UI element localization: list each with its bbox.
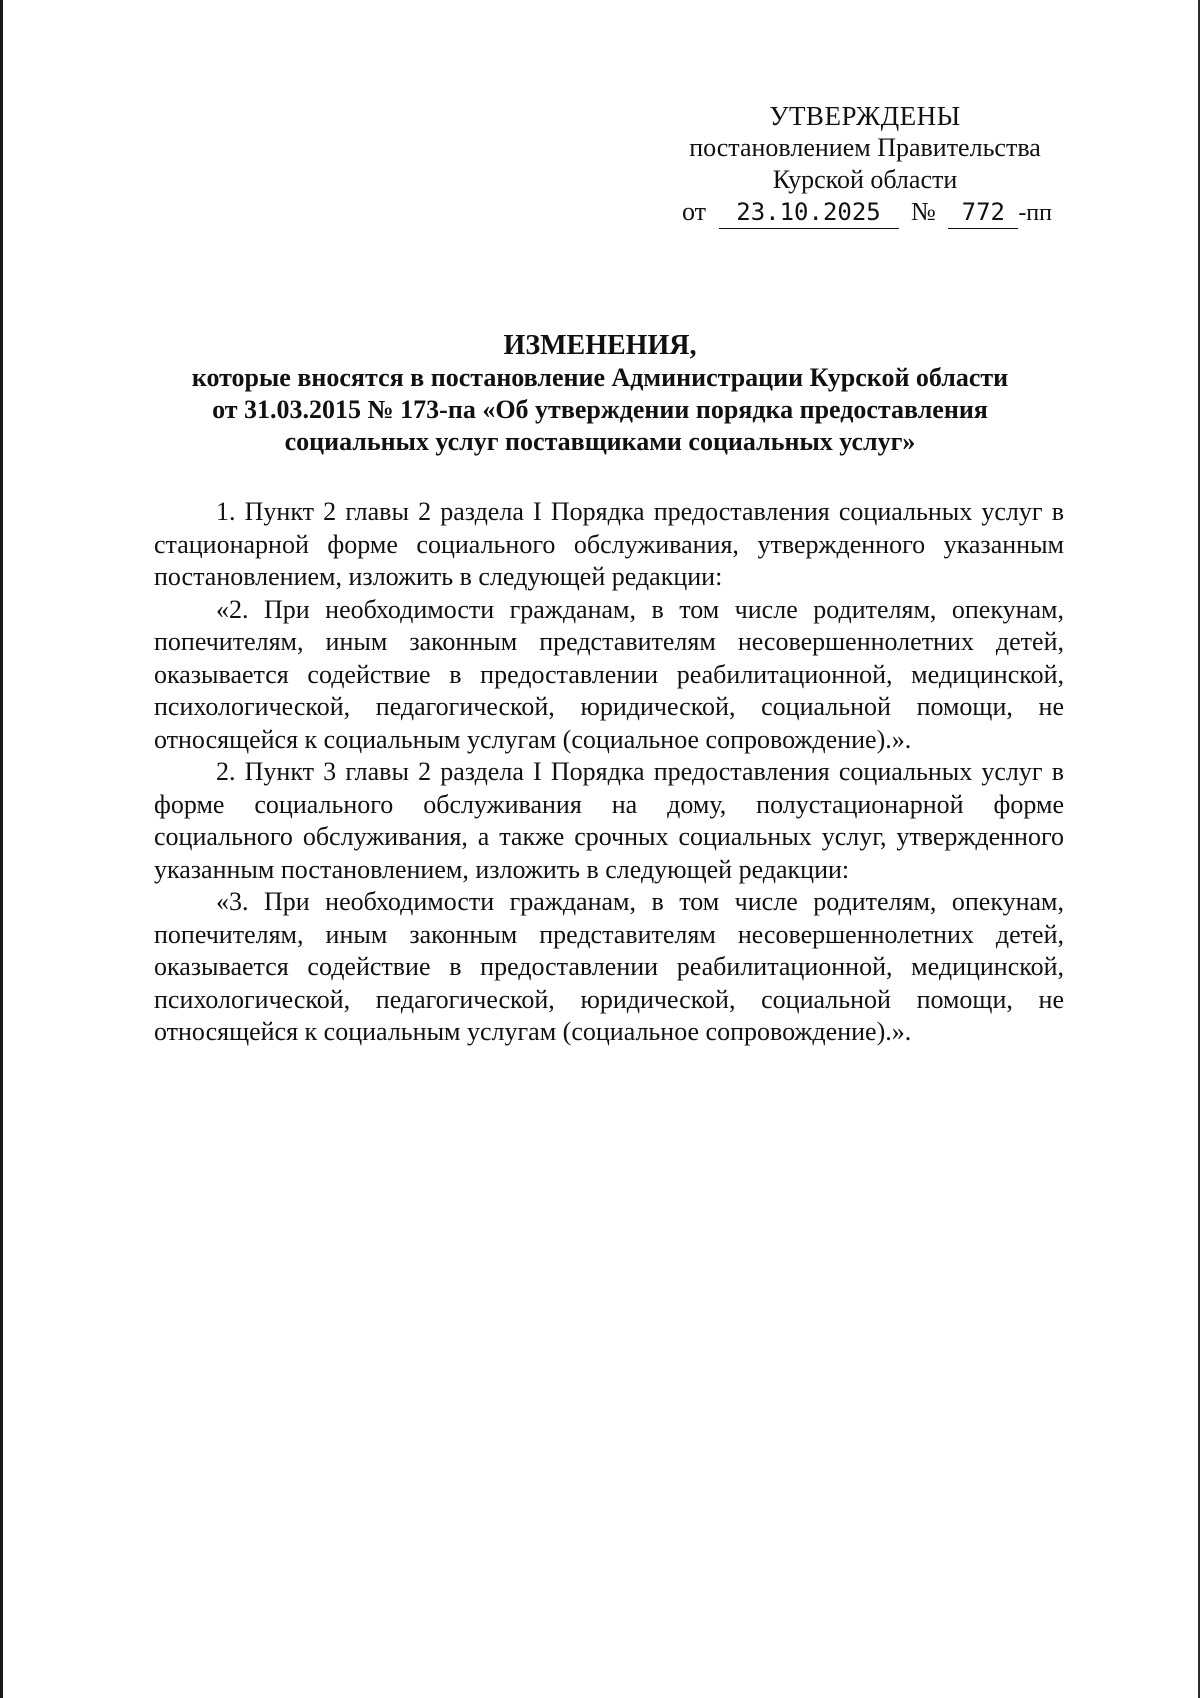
approval-line-region: Курской области [772, 165, 958, 194]
approval-number-suffix: -пп [1018, 200, 1052, 226]
heading-line-3: социальных услуг поставщиками социальных услуг» [284, 427, 916, 456]
paragraph-1: 1. Пункт 2 главы 2 раздела I Порядка предоставления социальных услуг в стационарной форме социального обслуживания, утвержденного указанным постановлением, изложить в следующей редакции: [154, 497, 1064, 591]
document-heading [130, 330, 1070, 458]
approval-stamp-block [660, 100, 1070, 229]
paragraph-quote-2: «2. При необходимости гражданам, в том числе родителям, опекунам, попечителям, иным законным представителям несовершеннолетних детей, оказывается содействие в предоставлении реабилитационной, медицинской, психологической, педагогической, юридической, социальной помощи, не относящейся к социальным услугам (социальное сопровождение).». [154, 594, 1064, 754]
approval-date-row [660, 196, 1070, 229]
scan-border-left [0, 0, 3, 1698]
heading-line-1: которые вносятся в постановление Администрации Курской области [191, 363, 1009, 392]
approval-number: 772 [948, 196, 1018, 229]
approval-line-authority: постановлением Правительства [689, 133, 1041, 162]
date-prefix: от [681, 197, 706, 226]
approval-date: 23.10.2025 [719, 196, 899, 229]
approval-title: УТВЕРЖДЕНЫ [769, 101, 961, 131]
heading-title: ИЗМЕНЕНИЯ, [503, 330, 697, 361]
document-body [154, 496, 1064, 1049]
number-sign: № [911, 197, 936, 226]
paragraph-quote-3: «3. При необходимости гражданам, в том числе родителям, опекунам, попечителям, иным законным представителям несовершеннолетних детей, оказывается содействие в предоставлении реабилитационной, медицинской, психологической, педагогической, юридической, социальной помощи, не относящейся к социальным услугам (социальное сопровождение).». [154, 887, 1064, 1046]
paragraph-2: 2. Пункт 3 главы 2 раздела I Порядка предоставления социальных услуг в форме социального обслуживания на дому, полустационарной форме социального обслуживания, а также срочных социальных услуг, утвержденного указанным постановлением, изложить в следующей редакции: [154, 757, 1064, 884]
heading-line-2: от 31.03.2015 № 173-па «Об утверждении порядка предоставления [212, 395, 988, 424]
